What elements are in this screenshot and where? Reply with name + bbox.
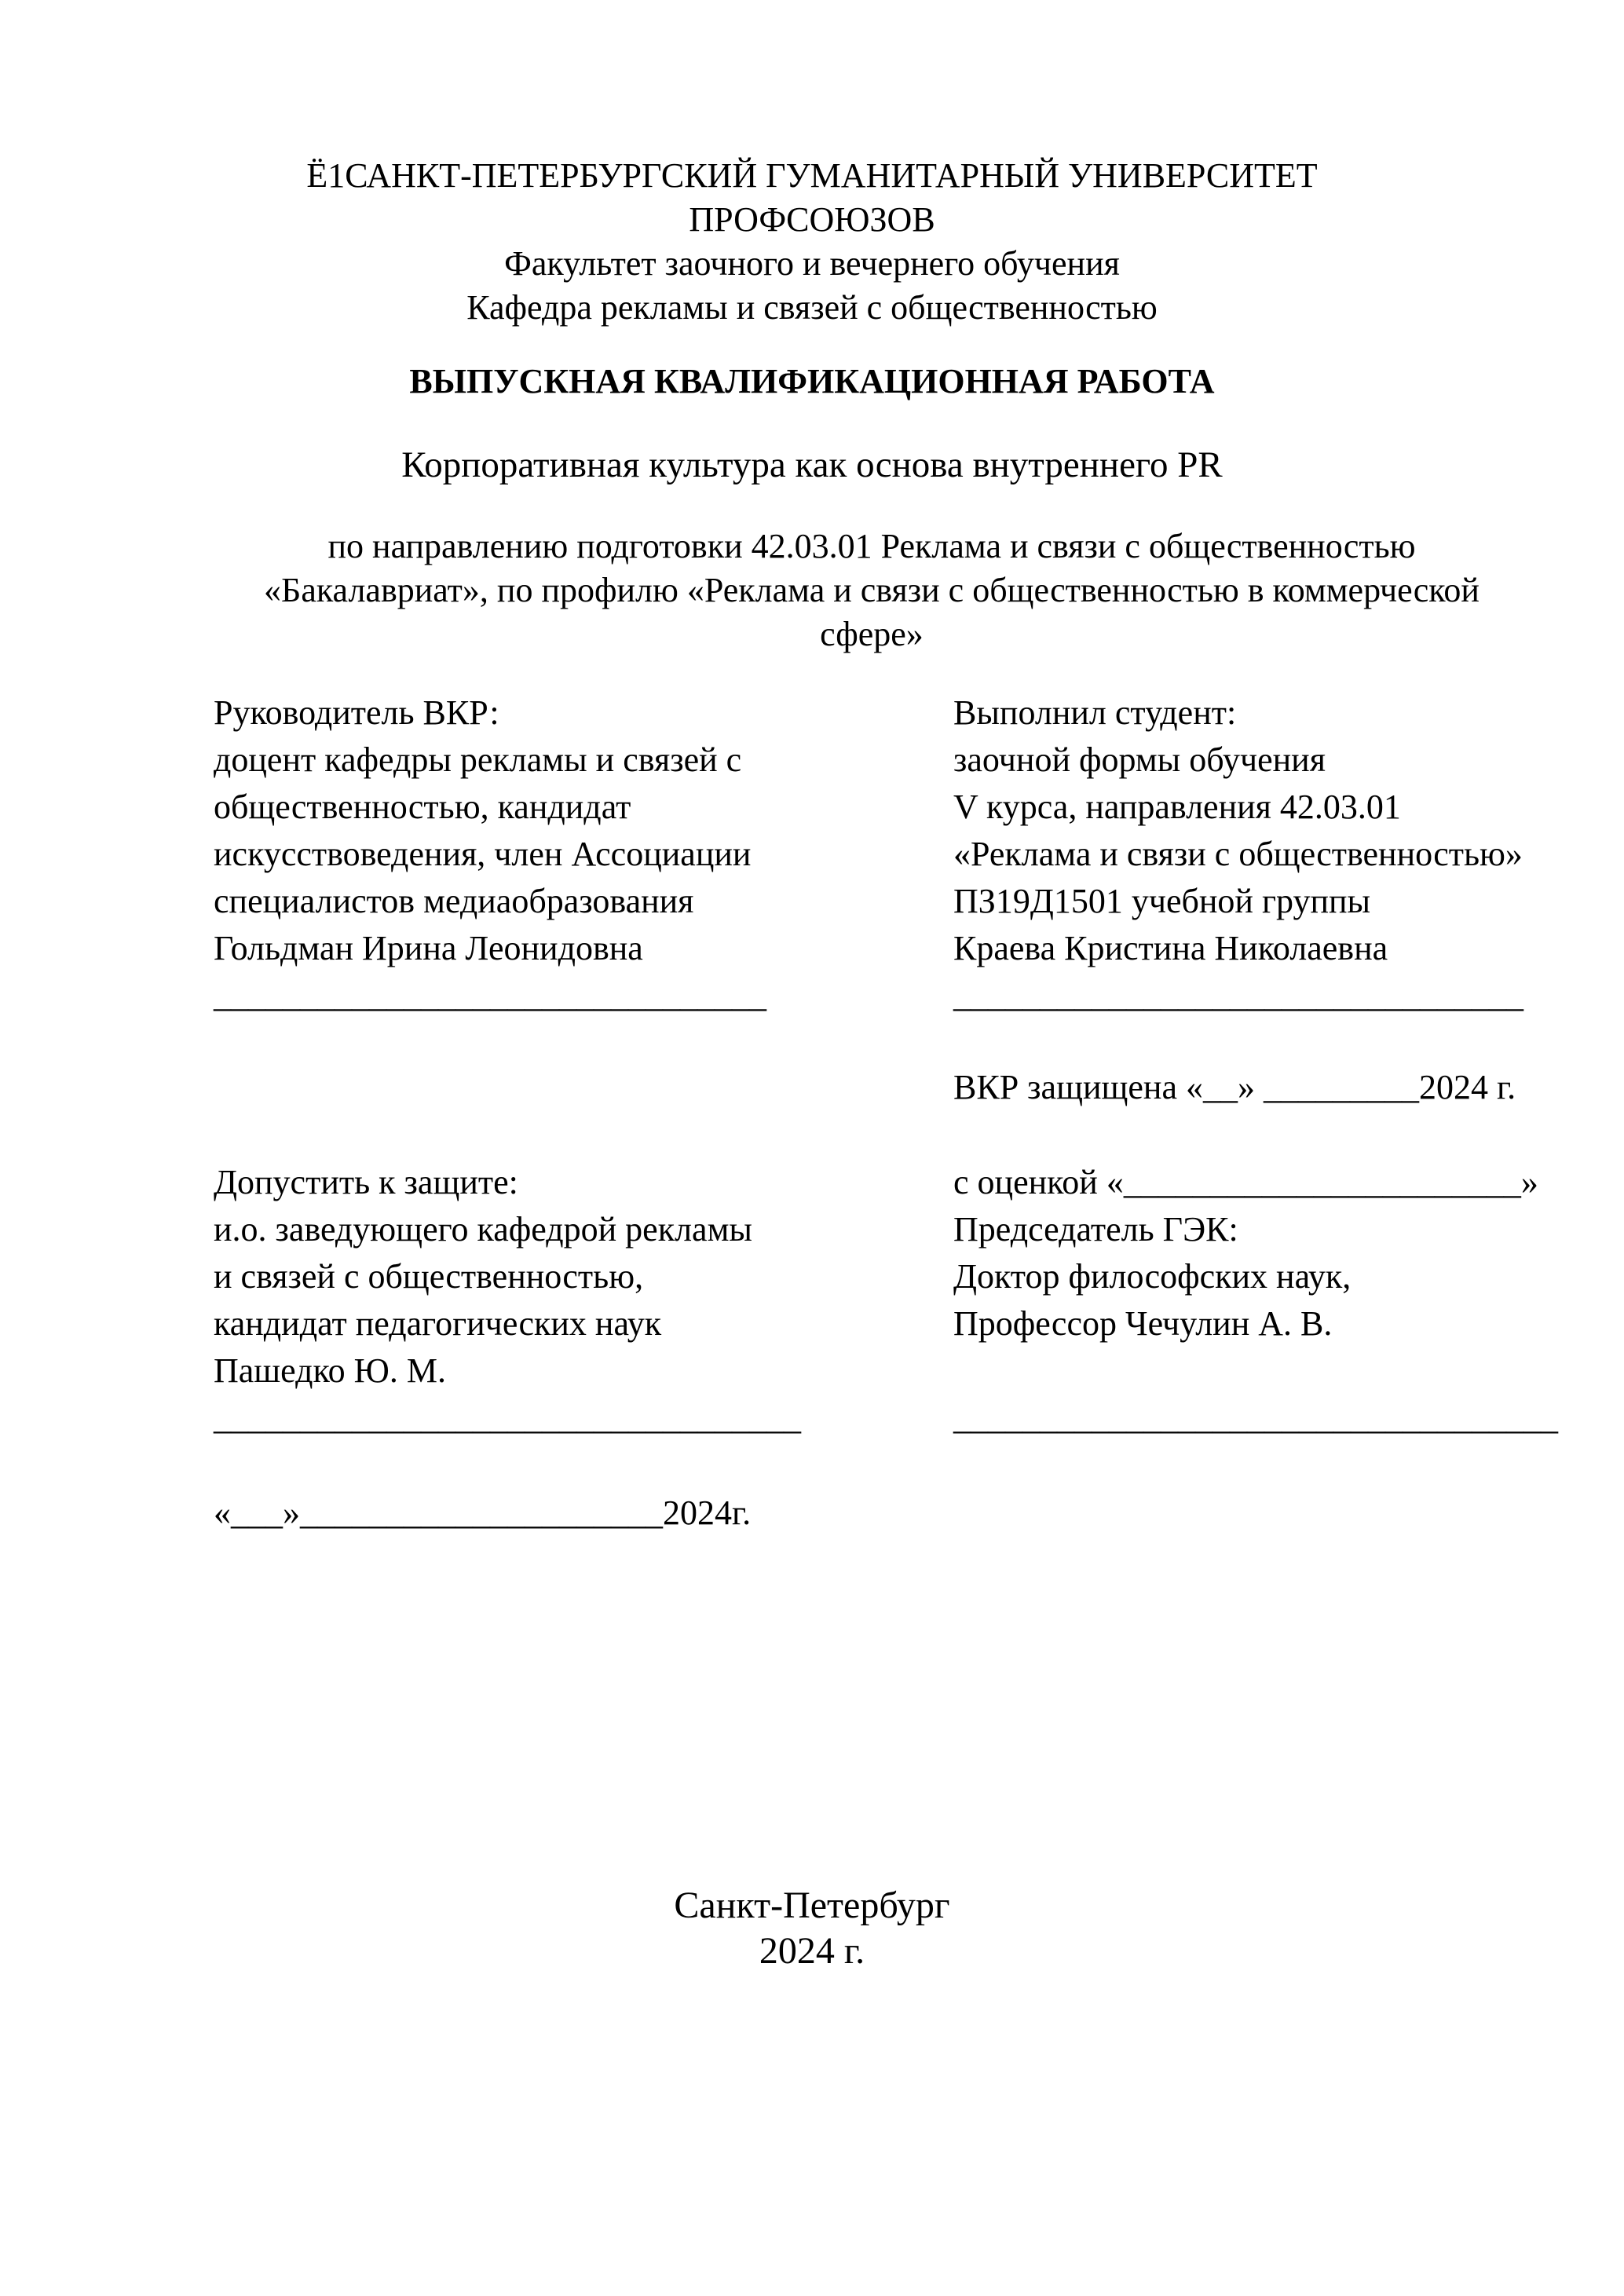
work-title: Корпоративная культура как основа внутреннего PR — [401, 444, 1223, 485]
student-name: Краева Кристина Николаевна — [953, 929, 1388, 967]
supervisor-signature-line: ________________________________ — [214, 976, 766, 1015]
student-line: заочной формы обучения — [953, 740, 1326, 779]
supervisor-line: общественностью, кандидат — [214, 788, 631, 826]
admission-line: кандидат педагогических наук — [214, 1304, 662, 1343]
admission-date-block — [214, 1490, 751, 1537]
defense-date-block — [953, 1064, 1516, 1111]
supervisor-line: доцент кафедры рекламы и связей с — [214, 740, 742, 779]
grade-text: с оценкой «_______________________» — [953, 1163, 1538, 1201]
work-type-heading: ВЫПУСКНАЯ КВАЛИФИКАЦИОННАЯ РАБОТА — [409, 362, 1215, 400]
admission-block — [214, 1159, 801, 1442]
commission-name: Профессор Чечулин А. В. — [953, 1304, 1333, 1343]
student-line: «Реклама и связи с общественностью» — [953, 835, 1523, 873]
commission-heading: Председатель ГЭК: — [953, 1210, 1238, 1249]
faculty-name: Факультет заочного и вечернего обучения — [504, 244, 1120, 283]
footer-year: 2024 г. — [759, 1930, 865, 1972]
institution-header — [0, 154, 1624, 330]
commission-block — [953, 1159, 1558, 1442]
commission-line: Доктор философских наук, — [953, 1257, 1352, 1296]
footer — [0, 1883, 1624, 1974]
student-group: ПЗ19Д1501 учебной группы — [953, 882, 1371, 920]
admission-date-text: «___»_____________________2024г. — [214, 1493, 752, 1532]
student-heading: Выполнил студент: — [953, 693, 1237, 732]
commission-signature-line: ___________________________________ — [953, 1398, 1558, 1437]
footer-city: Санкт-Петербург — [674, 1885, 950, 1926]
student-line: V курса, направления 42.03.01 — [953, 788, 1401, 826]
supervisor-line: искусствоведения, член Ассоциации — [214, 835, 752, 873]
supervisor-heading: Руководитель ВКР: — [214, 693, 499, 732]
student-block — [953, 689, 1523, 1019]
supervisor-line: специалистов медиаобразования — [214, 882, 694, 920]
supervisor-block — [214, 689, 766, 1019]
admission-line: и связей с общественностью, — [214, 1257, 644, 1296]
admission-name: Пашедко Ю. М. — [214, 1351, 447, 1390]
admission-signature-line: __________________________________ — [214, 1398, 801, 1437]
supervisor-name: Гольдман Ирина Леонидовна — [214, 929, 643, 967]
blank-line — [953, 1347, 1558, 1395]
admission-heading: Допустить к защите: — [214, 1163, 518, 1201]
defense-date-text: ВКР защищена «__» _________2024 г. — [953, 1068, 1516, 1106]
student-signature-line: _________________________________ — [953, 976, 1523, 1015]
admission-line: и.о. заведующего кафедрой рекламы — [214, 1210, 752, 1249]
study-direction: по направлению подготовки 42.03.01 Реклама и связи с общественностью «Бакалавриат», по профилю «Реклама и связи с общественностью в коммерческой сфере» — [264, 527, 1480, 653]
university-name: Ё1САНКТ-ПЕТЕРБУРГСКИЙ ГУМАНИТАРНЫЙ УНИВЕРСИТЕТ ПРОФСОЮЗОВ — [306, 156, 1318, 239]
department-name: Кафедра рекламы и связей с общественностью — [466, 288, 1158, 327]
